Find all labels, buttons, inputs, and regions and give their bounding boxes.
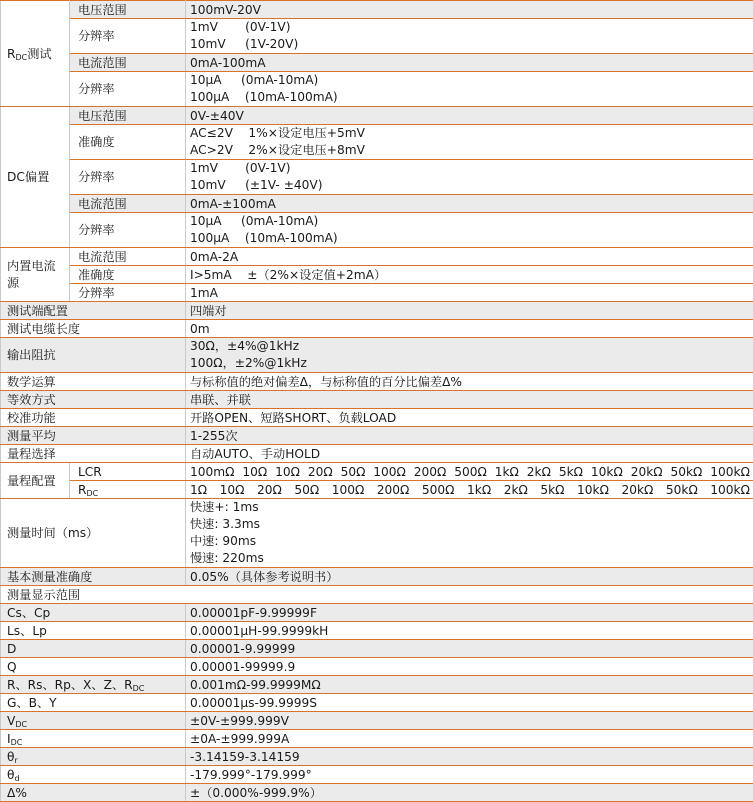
- table-row: [1, 499, 753, 568]
- table-row: [1, 445, 753, 463]
- range-config-lcr-value: [186, 463, 753, 481]
- table-row: [1, 766, 753, 784]
- equivalent-mode-label: 等效方式: [1, 391, 186, 409]
- calibration-value: 开路OPEN、短路SHORT、负载LOAD: [186, 409, 753, 427]
- range-select-value: 自动AUTO、手动HOLD: [186, 445, 753, 463]
- range-value: 20kΩ: [631, 464, 663, 480]
- range-value: 1Ω: [190, 482, 207, 498]
- rdc-voltage-resolution-label: 分辨率: [70, 19, 186, 54]
- display-range-d-value: 0.00001-9.99999: [186, 640, 753, 658]
- range-value: 10Ω: [220, 482, 245, 498]
- display-range-ls-lp-value: 0.00001μH-99.9999kH: [186, 622, 753, 640]
- range-value: 20Ω: [308, 464, 333, 480]
- rdc-voltage-resolution-value: 1mV (0V-1V) 10mV (1V-20V): [186, 19, 753, 54]
- range-value: 5kΩ: [559, 464, 583, 480]
- table-row: [1, 302, 753, 320]
- range-value: 100mΩ: [190, 464, 234, 480]
- calibration-label: 校准功能: [1, 409, 186, 427]
- range-value: 100Ω: [373, 464, 406, 480]
- basic-accuracy-label: 基本测量准确度: [1, 568, 186, 586]
- table-row: [1, 730, 753, 748]
- terminal-config-value: 四端对: [186, 302, 753, 320]
- rdc-current-range-label: 电流范围: [70, 54, 186, 72]
- measurement-time-value: 快速+: 1ms 快速: 3.3ms 中速: 90ms 慢速: 220ms: [186, 499, 753, 568]
- range-value: 100kΩ: [710, 482, 750, 498]
- range-value: 20Ω: [257, 482, 282, 498]
- range-select-label: 量程选择: [1, 445, 186, 463]
- range-config-lcr-label: LCR: [70, 463, 186, 481]
- table-row: [1, 784, 753, 802]
- range-value: 200Ω: [414, 464, 447, 480]
- rdc-voltage-range-value: 100mV-20V: [186, 1, 753, 19]
- table-row: [1, 320, 753, 338]
- table-row: [1, 284, 753, 302]
- table-row: [1, 463, 753, 481]
- dc-bias-current-range-value: 0mA-±100mA: [186, 195, 753, 213]
- table-row: [1, 195, 753, 213]
- table-row: [1, 107, 753, 125]
- table-row: [1, 1, 753, 19]
- dc-bias-current-range-label: 电流范围: [70, 195, 186, 213]
- internal-source-accuracy-value: I>5mA ±（2%×设定值+2mA）: [186, 266, 753, 284]
- display-range-gby-label: G、B、Y: [1, 694, 186, 712]
- range-value: 10Ω: [275, 464, 300, 480]
- dc-bias-voltage-range-value: 0V-±40V: [186, 107, 753, 125]
- output-impedance-value: 30Ω，±4%@1kHz 100Ω，±2%@1kHz: [186, 338, 753, 373]
- table-row: [1, 748, 753, 766]
- math-operation-label: 数学运算: [1, 373, 186, 391]
- display-range-header: 测量显示范围: [1, 586, 753, 604]
- display-range-theta-d-label: $\theta_d$: [1, 766, 186, 784]
- dc-bias-voltage-resolution-label: 分辨率: [70, 160, 186, 195]
- rdc-current-resolution-value: 10μA (0mA-10mA) 100μA (10mA-100mA): [186, 72, 753, 107]
- internal-source-current-range-label: 电流范围: [70, 248, 186, 266]
- table-row: [1, 72, 753, 107]
- display-range-q-label: Q: [1, 658, 186, 676]
- range-value: 50Ω: [341, 464, 366, 480]
- table-row: [1, 694, 753, 712]
- rdc-voltage-range-label: 电压范围: [70, 1, 186, 19]
- range-value: 100kΩ: [710, 464, 750, 480]
- display-range-q-value: 0.00001-99999.9: [186, 658, 753, 676]
- rdc-current-range-value: 0mA-100mA: [186, 54, 753, 72]
- range-value: 100Ω: [332, 482, 365, 498]
- range-config-rdc-value: [186, 481, 753, 499]
- display-range-r-value: 0.001mΩ-99.9999MΩ: [186, 676, 753, 694]
- dc-bias-label: DC偏置: [1, 107, 70, 248]
- range-value: 20kΩ: [621, 482, 653, 498]
- averaging-label: 测量平均: [1, 427, 186, 445]
- display-range-ls-lp-label: Ls、Lp: [1, 622, 186, 640]
- range-value: 2kΩ: [527, 464, 551, 480]
- measurement-time-label: 测量时间（ms）: [1, 499, 186, 568]
- display-range-idc-value: ±0A-±999.999A: [186, 730, 753, 748]
- internal-source-current-range-value: 0mA-2A: [186, 248, 753, 266]
- dc-bias-accuracy-label: 准确度: [70, 125, 186, 160]
- internal-source-accuracy-label: 准确度: [70, 266, 186, 284]
- cable-length-value: 0m: [186, 320, 753, 338]
- range-value: 10Ω: [242, 464, 267, 480]
- table-row: [1, 586, 753, 604]
- range-value: 50kΩ: [670, 464, 702, 480]
- table-row: [1, 622, 753, 640]
- range-value: 1kΩ: [495, 464, 519, 480]
- range-value: 50Ω: [294, 482, 319, 498]
- table-row: [1, 391, 753, 409]
- range-value: 500Ω: [454, 464, 487, 480]
- table-row: [1, 54, 753, 72]
- output-impedance-label: 输出阻抗: [1, 338, 186, 373]
- range-config-label: 量程配置: [1, 463, 70, 499]
- dc-bias-voltage-range-label: 电压范围: [70, 107, 186, 125]
- basic-accuracy-value: 0.05%（具体参考说明书）: [186, 568, 753, 586]
- display-range-cs-cp-label: Cs、Cp: [1, 604, 186, 622]
- internal-source-resolution-label: 分辨率: [70, 284, 186, 302]
- table-row: [1, 712, 753, 730]
- rdc-current-resolution-label: 分辨率: [70, 72, 186, 107]
- rdc-test-label: $R_{DC}$测试: [1, 1, 70, 107]
- dc-bias-current-resolution-value: 10μA (0mA-10mA) 100μA (10mA-100mA): [186, 213, 753, 248]
- range-value: 2kΩ: [504, 482, 528, 498]
- display-range-delta-percent-value: ±（0.000%-999.9%）: [186, 784, 753, 802]
- range-config-rdc-label: $R_{DC}$: [70, 481, 186, 499]
- range-value: 5kΩ: [540, 482, 564, 498]
- display-range-delta-percent-label: Δ%: [1, 784, 186, 802]
- table-row: [1, 125, 753, 160]
- display-range-vdc-value: ±0V-±999.999V: [186, 712, 753, 730]
- range-value: 200Ω: [377, 482, 410, 498]
- table-row: [1, 248, 753, 266]
- table-row: [1, 373, 753, 391]
- dc-bias-accuracy-value: AC≤2V 1%×设定电压+5mV AC>2V 2%×设定电压+8mV: [186, 125, 753, 160]
- display-range-theta-r-label: $\theta_r$: [1, 748, 186, 766]
- display-range-d-label: D: [1, 640, 186, 658]
- table-row: [1, 658, 753, 676]
- table-row: [1, 481, 753, 499]
- table-row: [1, 160, 753, 195]
- table-row: [1, 409, 753, 427]
- internal-source-label: 内置电流 源: [1, 248, 70, 302]
- range-value: 10kΩ: [591, 464, 623, 480]
- display-range-r-label: R、Rs、Rp、X、Z、$R_{DC}$: [1, 676, 186, 694]
- display-range-idc-label: $I_{DC}$: [1, 730, 186, 748]
- dc-bias-current-resolution-label: 分辨率: [70, 213, 186, 248]
- table-row: [1, 604, 753, 622]
- table-row: [1, 427, 753, 445]
- terminal-config-label: 测试端配置: [1, 302, 186, 320]
- display-range-theta-d-value: -179.999°-179.999°: [186, 766, 753, 784]
- table-row: [1, 338, 753, 373]
- range-value: 1kΩ: [467, 482, 491, 498]
- table-row: [1, 213, 753, 248]
- internal-source-resolution-value: 1mA: [186, 284, 753, 302]
- range-value: 500Ω: [422, 482, 455, 498]
- display-range-gby-value: 0.00001μs-99.9999S: [186, 694, 753, 712]
- table-row: [1, 266, 753, 284]
- table-row: [1, 640, 753, 658]
- range-value: 50kΩ: [666, 482, 698, 498]
- math-operation-value: 与标称值的绝对偏差Δ，与标称值的百分比偏差Δ%: [186, 373, 753, 391]
- cable-length-label: 测试电缆长度: [1, 320, 186, 338]
- display-range-vdc-label: $V_{DC}$: [1, 712, 186, 730]
- equivalent-mode-value: 串联、并联: [186, 391, 753, 409]
- table-row: [1, 19, 753, 54]
- dc-bias-voltage-resolution-value: 1mV (0V-1V) 10mV (±1V- ±40V): [186, 160, 753, 195]
- display-range-cs-cp-value: 0.00001pF-9.99999F: [186, 604, 753, 622]
- averaging-value: 1-255次: [186, 427, 753, 445]
- table-row: [1, 568, 753, 586]
- table-row: [1, 676, 753, 694]
- display-range-theta-r-value: -3.14159-3.14159: [186, 748, 753, 766]
- range-value: 10kΩ: [577, 482, 609, 498]
